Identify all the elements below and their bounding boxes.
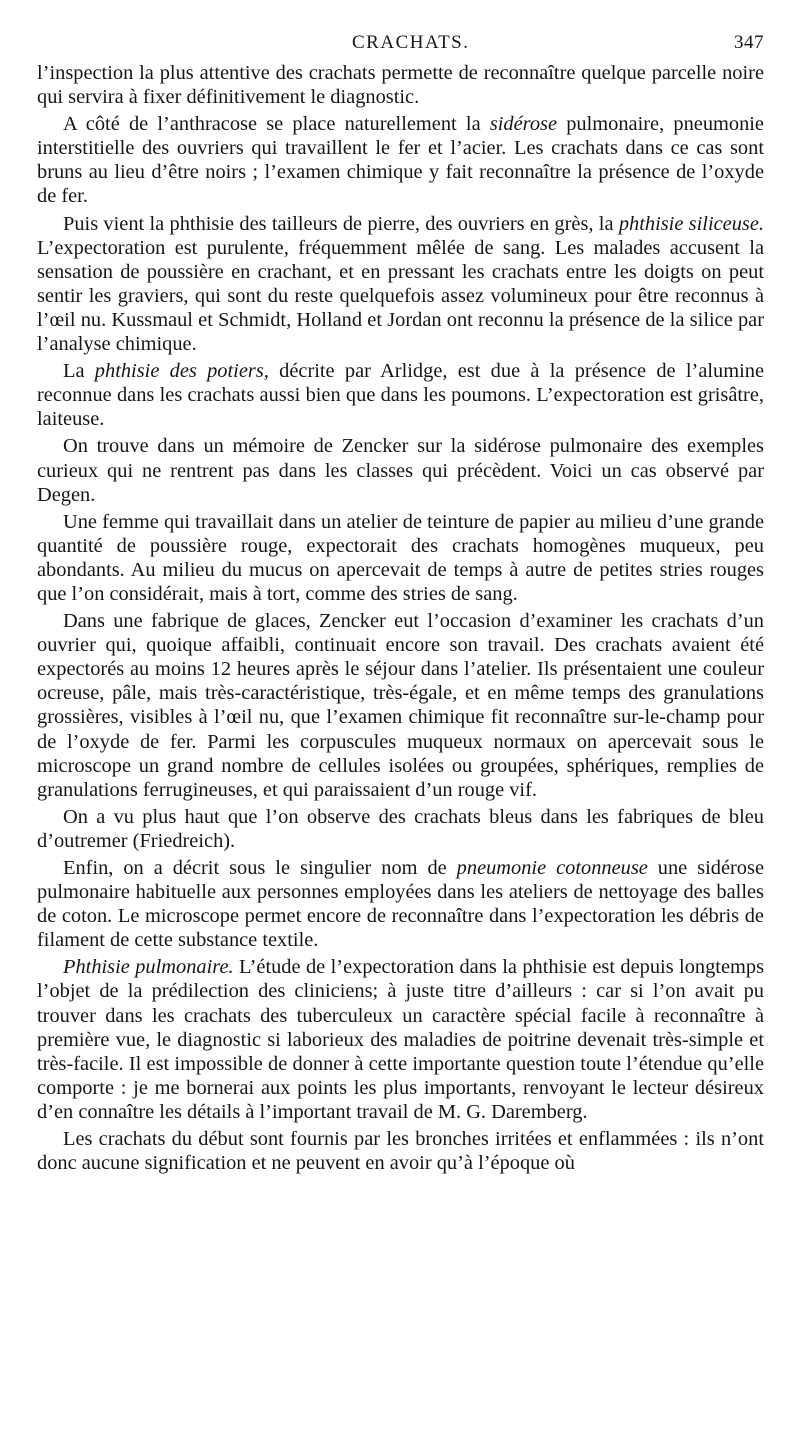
paragraph-5 — [37, 434, 764, 506]
body-text — [37, 61, 764, 1178]
paragraph-9 — [37, 856, 764, 952]
text-segment: Enfin, on a décrit sous le singulier nom de — [63, 857, 457, 879]
section-heading: Phthisie pulmonaire. — [63, 956, 234, 979]
italic-term: phthisie siliceuse. — [618, 212, 764, 235]
text-segment: l’inspection la plus attentive des crachats permette de reconnaître quelque parcelle noire qui servira à fixer définitivement le diagnostic. — [37, 62, 764, 109]
text-segment: La — [63, 360, 95, 383]
text-segment: A côté de l’anthracose se place naturellement la — [63, 113, 490, 136]
italic-term: phthisie des potiers, — [94, 360, 269, 383]
running-head — [0, 32, 800, 58]
page-number: 347 — [734, 32, 764, 53]
italic-term: pneumonie cotonneuse — [456, 857, 648, 879]
paragraph-3 — [37, 212, 764, 357]
paragraph-1 — [37, 61, 764, 109]
paragraph-8 — [37, 805, 764, 853]
text-segment: pulmonaire, pneumonie interstitielle des ouvriers qui travaillent le fer et l’acier. Les crachats dans ce cas sont bruns au lieu d’être noirs ; l’examen chimique y fait reconnaître la présence de l’oxyde de fer. — [37, 113, 764, 208]
text-segment: décrite par Arlidge, est due à la présence de l’alumine reconnue dans les crachats aussi bien que dans les poumons. L’expectoration est grisâtre, laiteuse. — [37, 360, 765, 431]
text-segment: une sidérose pulmonaire habituelle aux personnes employées dans les ateliers de nettoyage des balles de coton. Le microscope permet encore de reconnaître dans l’expectoration les débris de filament de cette substance textile. — [37, 857, 764, 952]
paragraph-10 — [37, 955, 764, 1124]
running-title: CRACHATS. — [352, 32, 470, 53]
text-segment: Puis vient la phthisie des tailleurs de pierre, des ouvriers en grès, la — [63, 212, 619, 235]
paragraph-7 — [37, 609, 764, 802]
text-segment: On a vu plus haut que l’on observe des crachats bleus dans les fabriques de bleu d’outremer (Friedreich). — [37, 805, 764, 852]
paragraph-4 — [37, 359, 764, 431]
text-segment: Une femme qui travaillait dans un atelier de teinture de papier au milieu d’une grande quantité de poussière rouge, expectorait des crachats homogènes muqueux, peu abondants. Au milieu du mucus on apercevait de temps à autre de petites stries rouges que l’on considérait, mais à tort, comme des stries de sang. — [37, 510, 764, 605]
text-segment: Dans une fabrique de glaces, Zencker eut l’occasion d’examiner les crachats d’un ouvrier qui, quoique affaibli, continuait encore son travail. Des crachats avaient été expectorés au moins 12 heures après le séjour dans l’atelier. Ils présentaient une couleur ocreuse, pâle, mais très-caractéristique, très-égale, et en même temps des granulations grossières, visibles à l’œil nu, que l’examen chimique fit reconnaître sur-le-champ pour de l’oxyde de fer. Parmi les corpuscules muqueux normaux on apercevait sous le microscope un grand nombre de cellules isolées ou groupées, sphériques, remplies de granulations ferrugineuses, et qui paraissaient d’un rouge vif. — [37, 610, 764, 801]
text-segment: L’étude de l’expectoration dans la phthisie est depuis longtemps l’objet de la prédilection des cliniciens; à juste titre d’ailleurs : car si l’on avait pu trouver dans les crachats des tuberculeux un caractère spécial facile à reconnaître à première vue, le diagnostic si laborieux des maladies de poitrine devenait très-simple et très-facile. Il est impossible de donner à cette importante question toute l’étendue qu’elle comporte : je me bornerai aux points les plus importants, renvoyant le lecteur désireux d’en connaître les détails à l’important travail de M. G. Daremberg. — [37, 956, 764, 1123]
text-segment: L’expectoration est purulente, fréquemment mêlée de sang. Les malades accusent la sensation de poussière en crachant, et en pressant les crachats entre les doigts on peut sentir les graviers, qui sont du reste quelquefois assez volumineux pour être reconnus à l’œil nu. Kussmaul et Schmidt, Holland et Jordan ont reconnu la présence de la silice par l’analyse chimique. — [37, 236, 764, 356]
text-segment: On trouve dans un mémoire de Zencker sur la sidérose pulmonaire des exemples curieux qui ne rentrent pas dans les classes qui précèdent. Voici un cas observé par Degen. — [37, 435, 764, 506]
text-segment: Les crachats du début sont fournis par les bronches irritées et enflammées : ils n’ont donc aucune signification et ne peuvent en avoir qu’à l’époque où — [37, 1128, 764, 1175]
italic-term: sidérose — [489, 113, 558, 136]
paragraph-6 — [37, 510, 764, 606]
paragraph-2 — [37, 112, 764, 208]
paragraph-11 — [37, 1127, 764, 1175]
